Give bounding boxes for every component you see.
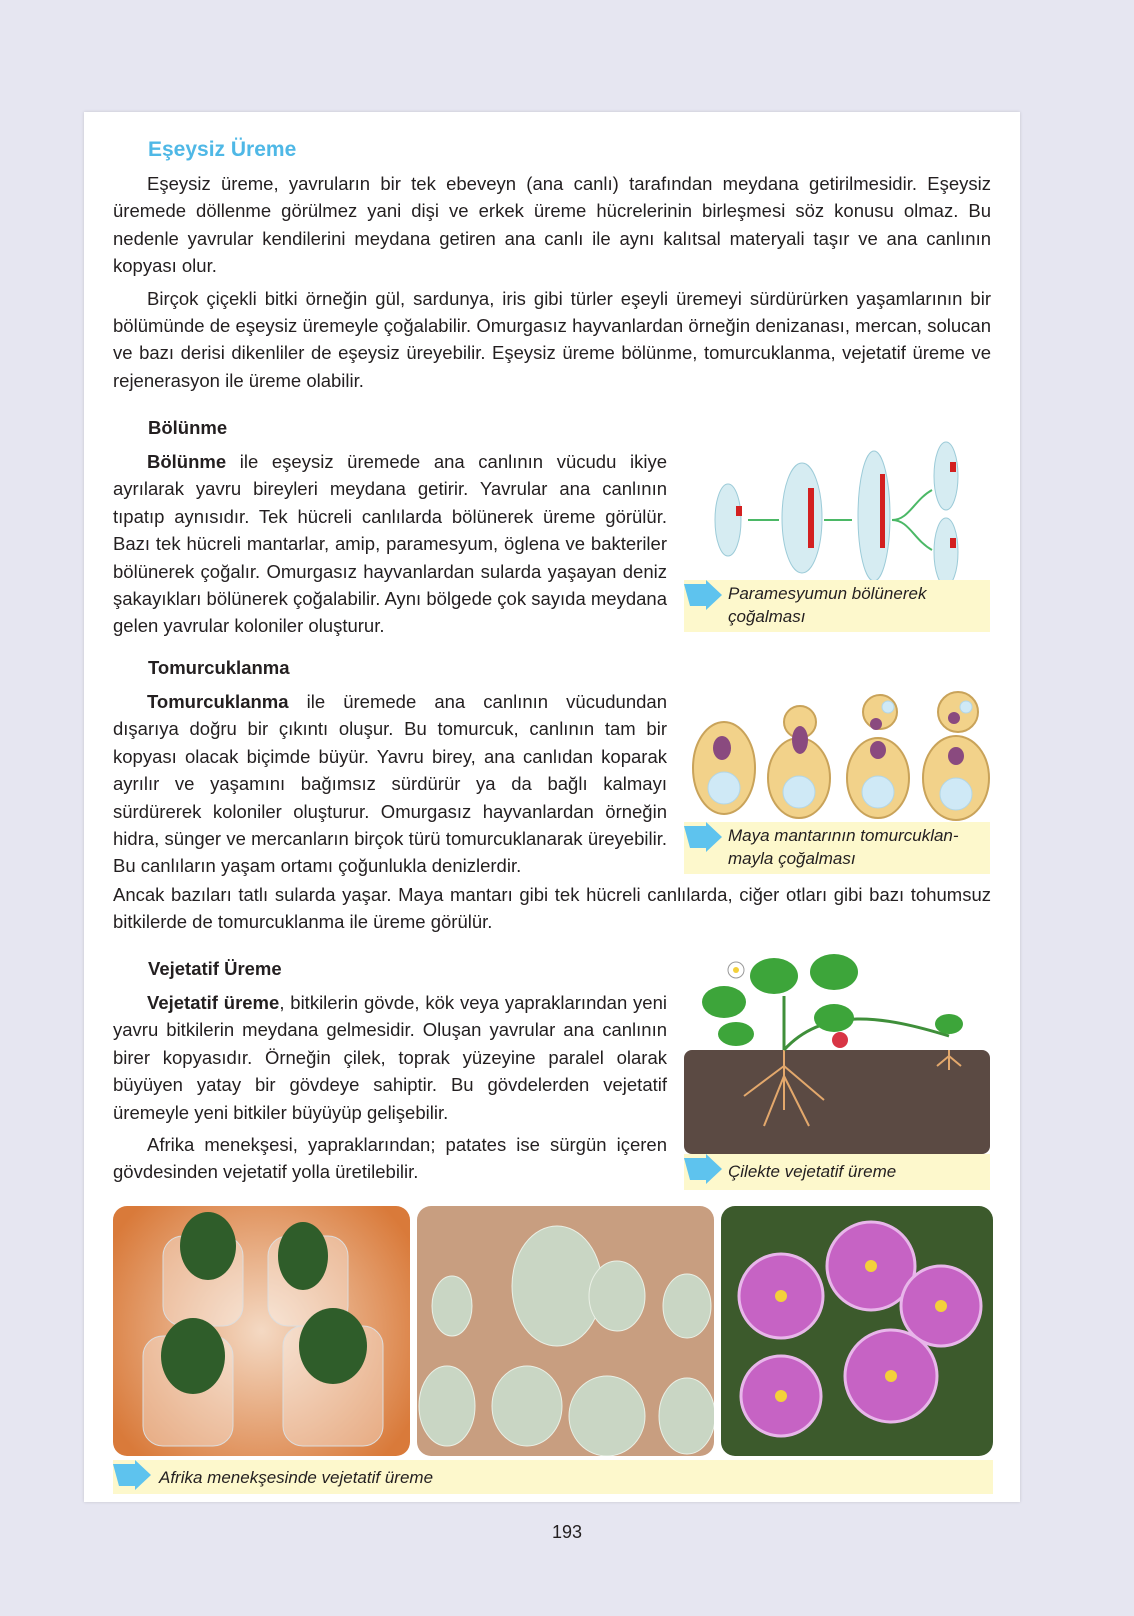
yeast-figure [684,686,990,876]
bolunme-heading: Bölünme [148,417,228,438]
vejetatif-bold: Vejetatif üreme [147,992,280,1013]
vejetatif-body-2: Afrika menekşesi, yapraklarından; patates ise sürgün içeren gövdesinden vejetatif yolla üretilebilir. [113,1134,667,1183]
leaf-cuttings-in-glasses-image [113,1206,410,1456]
yeast-budding-illustration [684,686,990,826]
photo-leaves-in-glasses [113,1206,410,1456]
tomurcuklanma-heading: Tomurcuklanma [148,657,290,678]
tomurcuklanma-text [113,688,667,880]
paramecium-caption [684,580,990,632]
photo-rooted-leaves [417,1206,714,1456]
caption-arrow-icon [113,1460,155,1494]
bolunme-body: ile eşeysiz üremede ana canlının vücudu ikiye ayrılarak yavru bireyleri meydana getirir. Yavrular ana canlının tıpatıp aynısıdır. Tek hücreli canlılarda bölünerek üreme görülür. Bazı tek hücreli mantarlar, amip, paramesyum, öglena ve bakteriler bölünerek çoğalır. Omurgasız hayvanlardan sularda yaşayan deniz şakayıkları bölünerek çoğalabilir. Aynı bölgede çok sayıda meydana gelen yavrular koloniler oluşturur. [113,451,667,637]
vejetatif-heading: Vejetatif Üreme [148,958,282,979]
yeast-caption [684,822,990,874]
caption-line: Afrika menekşesinde vejetatif üreme [159,1468,434,1487]
caption-arrow-icon [684,580,726,614]
rooted-leaf-cuttings-image [417,1206,714,1456]
strawberry-figure [684,946,990,1194]
caption-line: Paramesyumun bölünerek [728,584,927,603]
caption-line: Maya mantarının tomurcuklan- [728,826,959,845]
tomurcuklanma-body: ile üremede ana canlının vücudundan dışarıya doğru bir çıkıntı oluşur. Bu tomurcuk, canlının tam bir kopyası olacak biçimde büyür. Yavru birey, ana canlıdan koparak ayrılır ve yaşamını bağımsız sürdürür ya da bağlı kalmayı sürdürerek koloniler oluşturur. Omurgasız hayvanlardan örneğin hidra, sünger ve mercanların birçok türü tomurcuklanarak üreyebilir. Bu canlıların yaşam ortamı çoğunlukla denizlerdir. [113,691,667,877]
tomurcuklanma-text-cont [113,881,991,936]
section-title: Eşeysiz Üreme [148,138,297,161]
caption-arrow-icon [684,1154,726,1188]
tomurcuklanma-continuation: Ancak bazıları tatlı sularda yaşar. Maya mantarı gibi tek hücreli canlılarda, ciğer otları gibi bazı tohumsuz bitkilerde de tomurcuklanma ile üreme görülür. [113,884,991,933]
vejetatif-text [113,989,667,1186]
intro-text [113,170,991,394]
paramecium-division-illustration [684,440,990,600]
strawberry-runner-illustration [684,946,990,1156]
page-number: 193 [551,1522,583,1542]
intro-paragraph-2: Birçok çiçekli bitki örneğin gül, sardunya, iris gibi türler eşeyli üremeyi sürdürürken yaşamlarının bir bölümünde de eşeysiz üremeyle çoğalabilir. Omurgasız hayvanlardan örneğin denizanası, mercan, solucan ve bazı derisi dikenliler de eşeysiz üreyebilir. Eşeysiz üreme bölünme, tomurcuklanma, vejetatif üreme ve rejenerasyon ile üreme olabilir. [113,287,991,391]
caption-line: çoğalması [728,607,806,626]
strawberry-caption [684,1154,990,1190]
paramecium-figure [684,440,990,650]
caption-arrow-icon [684,822,726,856]
caption-line: mayla çoğalması [728,849,856,868]
bolunme-text [113,448,667,640]
photo-caption [113,1460,993,1494]
tomurcuklanma-bold: Tomurcuklanma [147,691,289,712]
photo-african-violet [721,1206,993,1456]
african-violet-flowers-image [721,1206,993,1456]
caption-line: Çilekte vejetatif üreme [728,1162,897,1181]
bolunme-bold: Bölünme [147,451,227,472]
intro-paragraph-1: Eşeysiz üreme, yavruların bir tek ebeveyn (ana canlı) tarafından meydana getirilmesidir. Eşeysiz üremede döllenme görülmez yani dişi ve erkek üreme hücrelerinin birleşmesi söz konusu olmaz. Bu nedenle yavrular kendilerini meydana getiren ana canlı ile aynı kalıtsal materyali taşır ve ana canlının kopyası olur. [113,173,991,277]
vejetatif-body: , bitkilerin gövde, kök veya yapraklarından yeni yavru bitkilerin meydana gelmesidir. Oluşan yavrular ana canlının birer kopyasıdır. Örneğin çilek, toprak yüzeyine paralel olarak büyüyen yatay bir gövdeye sahiptir. Bu gövdelerden vejetatif üremeyle yeni bitkiler büyüyüp gelişebilir. [113,992,667,1123]
